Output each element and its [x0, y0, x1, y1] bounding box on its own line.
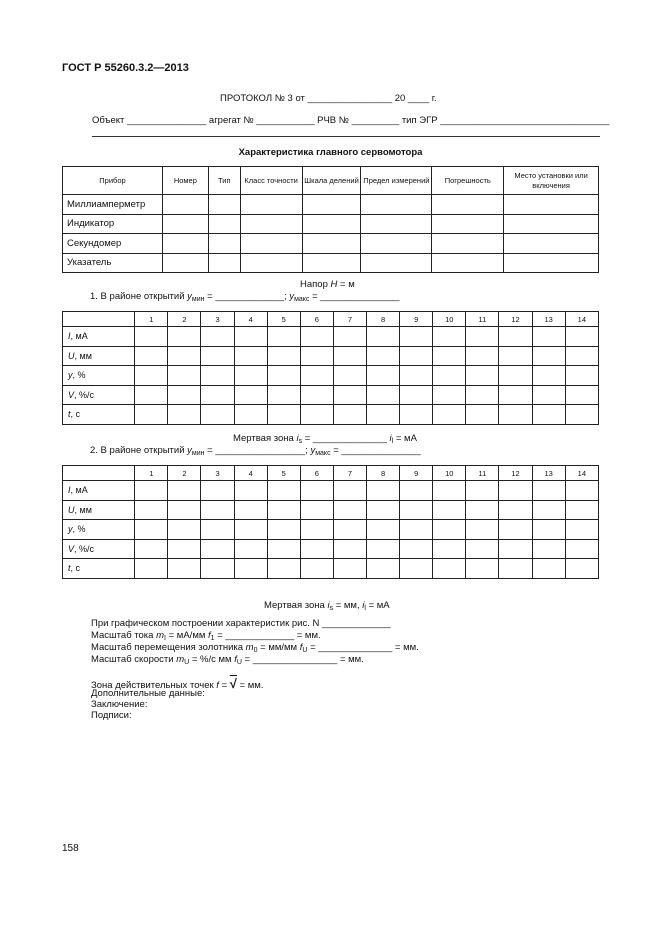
- value-cell[interactable]: [499, 520, 532, 540]
- value-cell[interactable]: [466, 500, 499, 520]
- value-cell[interactable]: [367, 481, 400, 501]
- instruments-header-row: [63, 167, 599, 195]
- value-cell[interactable]: [267, 520, 300, 540]
- value-cell[interactable]: [499, 481, 532, 501]
- column-number: 10: [433, 466, 466, 481]
- value-cell[interactable]: [333, 559, 366, 579]
- value-cell[interactable]: [201, 346, 234, 366]
- section-1-line: 1. В районе открытий $y_{мин}$ = _____________; $y_{макс}$ = _______________: [90, 291, 400, 303]
- row-label: [63, 405, 135, 425]
- value-cell[interactable]: [168, 559, 201, 579]
- value-cell[interactable]: [466, 366, 499, 386]
- value-cell[interactable]: [300, 520, 333, 540]
- row-variable: U: [68, 350, 75, 361]
- value-cell[interactable]: [499, 405, 532, 425]
- value-cell[interactable]: [367, 520, 400, 540]
- column-number: 9: [400, 312, 433, 327]
- row-unit: , мм: [74, 504, 92, 515]
- object-label: Объект: [92, 115, 125, 126]
- instrument-name: Указатель: [63, 253, 163, 273]
- measurements-table-1: [62, 311, 599, 425]
- value-cell[interactable]: [333, 539, 366, 559]
- value-cell[interactable]: [267, 346, 300, 366]
- row-unit: , %: [72, 370, 86, 381]
- value-cell[interactable]: [565, 520, 598, 540]
- row-variable: U: [68, 504, 75, 515]
- header-cell: Номер: [162, 167, 208, 195]
- protocol-line: [220, 93, 437, 104]
- value-cell[interactable]: [466, 559, 499, 579]
- value-cell[interactable]: [333, 366, 366, 386]
- value-cell[interactable]: [234, 481, 267, 501]
- value-cell[interactable]: [499, 500, 532, 520]
- value-cell[interactable]: [201, 500, 234, 520]
- table-row: [63, 327, 599, 347]
- value-cell[interactable]: [201, 559, 234, 579]
- value-cell[interactable]: [267, 385, 300, 405]
- value-cell[interactable]: [433, 520, 466, 540]
- value-cell[interactable]: [400, 500, 433, 520]
- table-row: [63, 346, 599, 366]
- value-cell[interactable]: [267, 366, 300, 386]
- value-cell[interactable]: [400, 366, 433, 386]
- dead-zone-1: Мертвая зона $i_s$ = ______________ $i_l$ = мА: [233, 433, 417, 445]
- row-variable: V: [68, 389, 75, 400]
- value-cell[interactable]: [135, 346, 168, 366]
- column-number: 14: [565, 466, 598, 481]
- value-cell[interactable]: [400, 405, 433, 425]
- value-cell[interactable]: [300, 481, 333, 501]
- column-number: 6: [300, 466, 333, 481]
- value-cell[interactable]: [168, 539, 201, 559]
- value-cell[interactable]: [267, 559, 300, 579]
- column-number: 7: [333, 466, 366, 481]
- value-cell[interactable]: [201, 385, 234, 405]
- value-cell[interactable]: [565, 559, 598, 579]
- protocol-year: 20: [394, 93, 406, 104]
- value-cell[interactable]: [234, 559, 267, 579]
- column-number: 3: [201, 312, 234, 327]
- table-row: [63, 234, 599, 254]
- row-unit: , %/с: [74, 389, 95, 400]
- value-cell[interactable]: [201, 481, 234, 501]
- value-cell[interactable]: [135, 366, 168, 386]
- protocol-date-blank: ________________: [307, 93, 393, 104]
- value-cell[interactable]: [300, 559, 333, 579]
- row-unit: , с: [70, 409, 81, 420]
- value-cell[interactable]: [300, 346, 333, 366]
- value-cell[interactable]: [267, 481, 300, 501]
- column-number: 14: [565, 312, 598, 327]
- row-unit: , мА: [70, 331, 88, 342]
- row-unit: , мА: [70, 485, 88, 496]
- value-cell[interactable]: [234, 366, 267, 386]
- row-label: [63, 539, 135, 559]
- value-cell[interactable]: [433, 327, 466, 347]
- value-cell[interactable]: [168, 385, 201, 405]
- column-number: 8: [367, 312, 400, 327]
- column-number: 1: [135, 312, 168, 327]
- section-2-line: 2. В районе открытий $y_{мин}$ = _________________; $y_{макс}$ = _______________: [90, 445, 421, 457]
- row-label: [63, 327, 135, 347]
- value-cell[interactable]: [499, 559, 532, 579]
- value-cell[interactable]: [565, 327, 598, 347]
- column-number: 4: [234, 466, 267, 481]
- value-cell[interactable]: [400, 346, 433, 366]
- column-number: 10: [433, 312, 466, 327]
- table-row: [63, 385, 599, 405]
- value-cell[interactable]: [499, 385, 532, 405]
- object-blank: _______________: [127, 115, 207, 126]
- measurements-table-2: [62, 465, 599, 579]
- value-cell[interactable]: [300, 327, 333, 347]
- value-cell[interactable]: [135, 385, 168, 405]
- table-row: [63, 481, 599, 501]
- value-cell[interactable]: [466, 346, 499, 366]
- value-cell[interactable]: [565, 405, 598, 425]
- page-number: 158: [62, 843, 79, 854]
- value-cell[interactable]: [532, 520, 565, 540]
- aggregate-blank: ___________: [256, 115, 315, 126]
- value-cell[interactable]: [234, 405, 267, 425]
- row-variable: I: [68, 331, 71, 342]
- instrument-name: Секундомер: [63, 234, 163, 254]
- protocol-suffix: г.: [431, 93, 437, 104]
- value-cell[interactable]: [333, 500, 366, 520]
- header-cell: Место установки или включения: [504, 167, 599, 195]
- scale-move-line: Масштаб перемещения золотника $m_0 = мм/мм$ $f_U$ = ______________ = мм.: [91, 642, 419, 654]
- row-variable: V: [68, 543, 75, 554]
- row-unit: , мм: [74, 350, 92, 361]
- value-cell[interactable]: [466, 481, 499, 501]
- column-number: 4: [234, 312, 267, 327]
- value-cell[interactable]: [367, 500, 400, 520]
- value-cell[interactable]: [466, 327, 499, 347]
- value-cell[interactable]: [433, 405, 466, 425]
- conclusion-label: Заключение:: [91, 699, 148, 710]
- value-cell[interactable]: [565, 366, 598, 386]
- value-cell[interactable]: [433, 559, 466, 579]
- value-cell[interactable]: [367, 405, 400, 425]
- value-cell[interactable]: [532, 539, 565, 559]
- value-cell[interactable]: [532, 327, 565, 347]
- protocol-prefix: ПРОТОКОЛ № 3 от: [220, 93, 305, 104]
- value-cell[interactable]: [532, 405, 565, 425]
- value-cell[interactable]: [400, 385, 433, 405]
- value-cell[interactable]: [234, 520, 267, 540]
- value-cell[interactable]: [201, 539, 234, 559]
- column-number: 11: [466, 312, 499, 327]
- value-cell[interactable]: [135, 500, 168, 520]
- value-cell[interactable]: [400, 481, 433, 501]
- value-cell[interactable]: [333, 346, 366, 366]
- column-number: 11: [466, 466, 499, 481]
- column-number: 9: [400, 466, 433, 481]
- row-label: [63, 559, 135, 579]
- value-cell[interactable]: [201, 327, 234, 347]
- section-title: Характеристика главного сервомотора: [238, 147, 423, 158]
- table-row: [63, 500, 599, 520]
- row-label: [63, 500, 135, 520]
- row-label: [63, 520, 135, 540]
- value-cell[interactable]: [234, 346, 267, 366]
- value-cell[interactable]: [300, 385, 333, 405]
- value-cell[interactable]: [532, 500, 565, 520]
- column-number: 2: [168, 312, 201, 327]
- value-cell[interactable]: [201, 366, 234, 386]
- instrument-name: Миллиамперметр: [63, 195, 163, 215]
- row-unit: , с: [70, 563, 81, 574]
- value-cell[interactable]: [400, 520, 433, 540]
- zone-line: Зона действительных точек f = √ = мм.: [91, 676, 264, 691]
- sqrt-symbol: √: [229, 676, 237, 691]
- column-number: 5: [267, 466, 300, 481]
- value-cell[interactable]: [367, 559, 400, 579]
- value-cell[interactable]: [433, 385, 466, 405]
- value-cell[interactable]: [367, 346, 400, 366]
- value-cell[interactable]: [400, 559, 433, 579]
- value-cell[interactable]: [532, 385, 565, 405]
- value-cell[interactable]: [267, 539, 300, 559]
- value-cell[interactable]: [367, 539, 400, 559]
- value-cell[interactable]: [367, 366, 400, 386]
- value-cell[interactable]: [267, 327, 300, 347]
- value-cell[interactable]: [234, 327, 267, 347]
- column-number: 2: [168, 466, 201, 481]
- value-cell[interactable]: [532, 366, 565, 386]
- value-cell[interactable]: [333, 405, 366, 425]
- row-variable: y: [68, 370, 73, 381]
- value-cell[interactable]: [433, 500, 466, 520]
- object-line: [92, 115, 609, 126]
- value-cell[interactable]: [168, 481, 201, 501]
- value-cell[interactable]: [135, 559, 168, 579]
- value-cell[interactable]: [466, 405, 499, 425]
- column-number: 13: [532, 312, 565, 327]
- value-cell[interactable]: [168, 405, 201, 425]
- table-row: [63, 520, 599, 540]
- value-cell[interactable]: [168, 366, 201, 386]
- value-cell[interactable]: [367, 327, 400, 347]
- row-variable: y: [68, 524, 73, 535]
- value-cell[interactable]: [201, 405, 234, 425]
- row-variable: t: [68, 563, 71, 574]
- value-cell[interactable]: [333, 327, 366, 347]
- column-number: 12: [499, 312, 532, 327]
- value-cell[interactable]: [565, 500, 598, 520]
- graph-note: При графическом построении характеристик рис. N _____________: [91, 618, 391, 629]
- value-cell[interactable]: [300, 366, 333, 386]
- value-cell[interactable]: [300, 405, 333, 425]
- header-cell: Шкала делений: [302, 167, 361, 195]
- header-cell: Погрешность: [432, 167, 504, 195]
- header-cell: Класс точности: [240, 167, 302, 195]
- row-unit: , %: [72, 524, 86, 535]
- value-cell[interactable]: [400, 327, 433, 347]
- value-cell[interactable]: [466, 385, 499, 405]
- column-number: 7: [333, 312, 366, 327]
- value-cell[interactable]: [333, 481, 366, 501]
- value-cell[interactable]: [466, 520, 499, 540]
- value-cell[interactable]: [499, 539, 532, 559]
- header-cell: Предел измерений: [361, 167, 432, 195]
- column-number: 8: [367, 466, 400, 481]
- table-row: [63, 539, 599, 559]
- header-cell: Тип: [208, 167, 240, 195]
- value-cell[interactable]: [433, 481, 466, 501]
- column-number: 1: [135, 466, 168, 481]
- value-cell[interactable]: [168, 327, 201, 347]
- value-cell[interactable]: [565, 481, 598, 501]
- aggregate-label: агрегат №: [208, 115, 254, 126]
- value-cell[interactable]: [333, 520, 366, 540]
- value-cell[interactable]: [532, 346, 565, 366]
- table-row: [63, 195, 599, 215]
- table-row: [63, 214, 599, 234]
- value-cell[interactable]: [168, 346, 201, 366]
- grid-header-row: [63, 312, 599, 327]
- value-cell[interactable]: [234, 500, 267, 520]
- egr-label: тип ЭГР: [401, 115, 438, 126]
- grid-header-row: [63, 466, 599, 481]
- value-cell[interactable]: [565, 539, 598, 559]
- column-number: 3: [201, 466, 234, 481]
- document-header: ГОСТ Р 55260.3.2—2013: [62, 62, 189, 74]
- value-cell[interactable]: [300, 539, 333, 559]
- value-cell[interactable]: [168, 520, 201, 540]
- table-row: [63, 405, 599, 425]
- value-cell[interactable]: [499, 366, 532, 386]
- column-number: 13: [532, 466, 565, 481]
- table-row: [63, 366, 599, 386]
- value-cell[interactable]: [532, 559, 565, 579]
- divider-line: [92, 136, 600, 137]
- scale-current-line: Масштаб тока $m_I = мА/мм$ $f_1$ = _____________ = мм.: [91, 630, 321, 642]
- column-number: 12: [499, 466, 532, 481]
- value-cell[interactable]: [333, 385, 366, 405]
- value-cell[interactable]: [565, 346, 598, 366]
- value-cell[interactable]: [433, 366, 466, 386]
- rchv-label: РЧВ №: [317, 115, 349, 126]
- value-cell[interactable]: [135, 539, 168, 559]
- column-number: 5: [267, 312, 300, 327]
- row-label: [63, 346, 135, 366]
- value-cell[interactable]: [267, 500, 300, 520]
- corner-cell: [63, 312, 135, 327]
- row-label: [63, 481, 135, 501]
- egr-blank: ________________________________: [440, 115, 610, 126]
- row-label: [63, 366, 135, 386]
- value-cell[interactable]: [234, 539, 267, 559]
- table-row: [63, 559, 599, 579]
- value-cell[interactable]: [234, 385, 267, 405]
- value-cell[interactable]: [135, 405, 168, 425]
- protocol-year-blank: ____: [407, 93, 430, 104]
- head-line: Напор H = м: [300, 279, 355, 290]
- value-cell[interactable]: [433, 539, 466, 559]
- row-variable: t: [68, 409, 71, 420]
- extra-data-label: Дополнительные данные:: [91, 688, 205, 699]
- value-cell[interactable]: [267, 405, 300, 425]
- value-cell[interactable]: [300, 500, 333, 520]
- dead-zone-2: Мертвая зона $i_s$ = мм, $i_l$ = мА: [264, 600, 390, 612]
- scale-speed-line: Масштаб скорости $m_U = \%/с$ мм $f_U$ = ________________ = мм.: [91, 654, 364, 666]
- column-number: 6: [300, 312, 333, 327]
- value-cell[interactable]: [499, 346, 532, 366]
- row-variable: I: [68, 485, 71, 496]
- value-cell[interactable]: [201, 520, 234, 540]
- value-cell[interactable]: [433, 346, 466, 366]
- value-cell[interactable]: [532, 481, 565, 501]
- signatures-label: Подписи:: [91, 710, 132, 721]
- corner-cell: [63, 466, 135, 481]
- value-cell[interactable]: [135, 327, 168, 347]
- value-cell[interactable]: [135, 520, 168, 540]
- value-cell[interactable]: [135, 481, 168, 501]
- row-unit: , %/с: [74, 543, 95, 554]
- header-cell: Прибор: [63, 167, 163, 195]
- instrument-name: Индикатор: [63, 214, 163, 234]
- value-cell[interactable]: [565, 385, 598, 405]
- value-cell[interactable]: [168, 500, 201, 520]
- value-cell[interactable]: [400, 539, 433, 559]
- table-row: [63, 253, 599, 273]
- value-cell[interactable]: [499, 327, 532, 347]
- instruments-table: [62, 166, 599, 273]
- rchv-blank: _________: [351, 115, 400, 126]
- value-cell[interactable]: [466, 539, 499, 559]
- value-cell[interactable]: [367, 385, 400, 405]
- row-label: [63, 385, 135, 405]
